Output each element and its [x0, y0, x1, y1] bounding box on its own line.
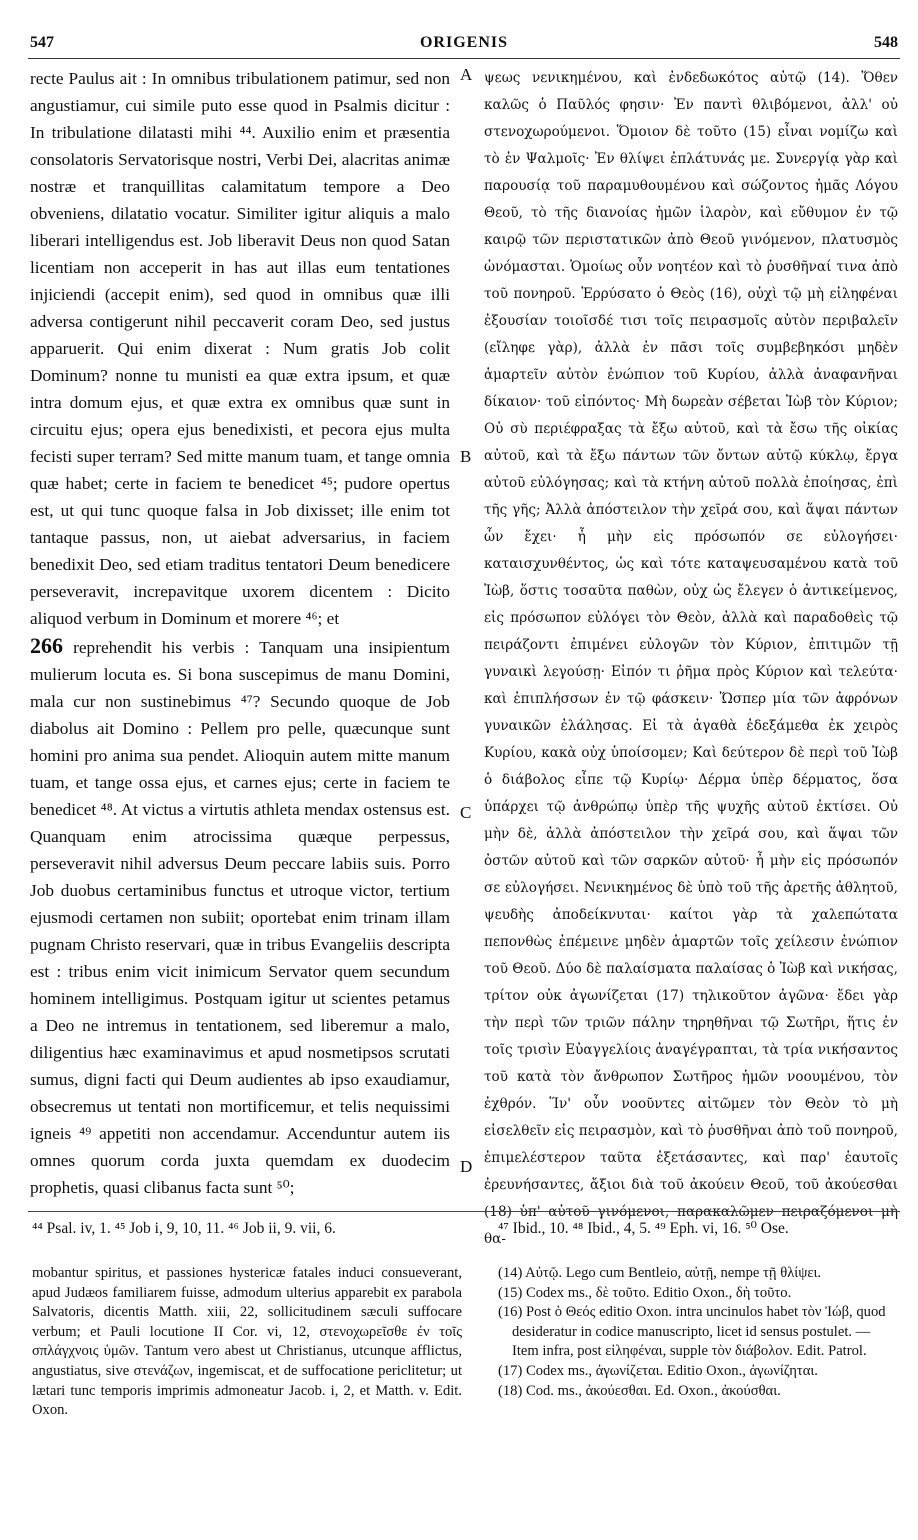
references-left: ⁴⁴ Psal. iv, 1. ⁴⁵ Job i, 9, 10, 11. ⁴⁶ Job ii, 9. vii, 6.	[32, 1220, 336, 1237]
column-number-marker: 266	[30, 633, 63, 658]
latin-paragraph-1: recte Paulus ait : In omnibus tribulationem patimur, sed non angustiamur, cui simile puto esse quod in Psalmis dicitur : In tribulatione dilatasti mihi ⁴⁴. Auxilio enim et præsentia consolatoris Servatorisque nostri, Verbi Dei, alacritas animæ nostræ et tranquillitas calamitatum tempore a Deo obveniens, dilatatio vocatur. Similiter igitur aliquis a malo liberari intelligendus est. Job liberavit Deus non quod Satan licentiam non acceperit in has aut illas eum tentationes injiciendi (accepit enim), sed quod in omnibus quæ illi adversa contigerunt nihil peccaverit coram Deo, sed justus apparuerit. Qui enim dixerat : Num gratis Job colit Dominum? nonne tu munisti ea quæ extra ipsum, et quæ intra domum ejus, et quæ extra ex omnibus quæ sunt in circuitu ejus; opera ejus benedixisti, et pecora ejus multa fecisti super terram? Sed mitte manum tuam, et tange omnia quæ habet; certe in faciem te benedicet ⁴⁵; pudore opertus est, ut qui tunc quoque falsa in Job dixisset; ille enim tot tantaque passus, non, ut aiebat adversarius, in faciem benedixit Deo, sed etiam traditus tentatori Deum benedicere perseveravit, increpavitque uxorem dicentem : Dicito aliquod verbum in Dominum et morere ⁴⁶; et	[30, 69, 450, 628]
greek-text: ψεως νενικημένου, καὶ ἐνδεδωκότος αὐτῷ (14). Ὅθεν καλῶς ὁ Παῦλός φησιν· Ἐν παντὶ θλιβόμενοι, ἀλλ' οὐ στενοχωρούμενοι. Ὅμοιον δὲ τοῦτο (15) εἶναι νομίζω καὶ τὸ ἐν Ψαλμοῖς· Ἐν θλίψει ἐπλάτυνάς με. Συνεργίᾳ γὰρ καὶ παρουσίᾳ τοῦ παραμυθουμένου καὶ σώζοντος ἡμᾶς Λόγου Θεοῦ, τὸ τῆς διανοίας ἡμῶν ἱλαρὸν, καὶ εὔθυμον ἐν τῷ καιρῷ τῶν περιστατικῶν ἀπὸ Θεοῦ γινόμενον, πλατυσμὸς ὠνόμασται. Ὁμοίως οὖν νοητέον καὶ τὸ ῥυσθῆναί τινα ἀπὸ τοῦ πονηροῦ. Ἐρρύσατο ὁ Θεὸς (16), οὐχὶ τῷ μὴ εἰληφέναι ἐξουσίαν τοιοῖσδέ τισι τοῖς πειρασμοῖς αὐτὸν περιβαλεῖν (εἴληφε γὰρ), ἀλλὰ ἐν πᾶσι τοῖς συμβεβηκόσι μηδὲν ἁμαρτεῖν αὐτὸν ἐνώπιον τοῦ Κυρίου, ἀλλὰ ἀναφανῆναι δίκαιον· τοῦ εἰπόντος· Μὴ δωρεὰν σέβεται Ἰὼβ τὸν Κύριον; Οὐ σὺ περιέφραξας τὰ ἔξω αὐτοῦ, καὶ τὰ ἔσω τῆς οἰκίας αὐτοῦ, καὶ τὰ ἔξω πάντων τῶν ὄντων αὐτῷ κύκλῳ, ἔργα αὐτοῦ εὐλόγησας; καὶ τὰ κτήνη αὐτοῦ πολλὰ ἐποίησας, ἐπὶ τῆς γῆς; Ἀλλὰ ἀπόστειλον τὴν χεῖρά σου, καὶ ἅψαι πάντων ὧν ἔχει· ἦ μὴν εἰς πρόσωπόν σε εὐλογήσει· καταισχυνθέντος, ὡς καὶ τότε καταψευσαμένου κατὰ τοῦ Ἰὼβ, ὅστις τοσαῦτα παθὼν, οὐχ ὡς ἔλεγεν ὁ ἀντικείμενος, εἰς πρόσωπον εὐλόγει τὸν Θεὸν, ἀλλὰ καὶ παραδοθεὶς τῷ πειράζοντι ἐπιμένει εὐλογῶν τὸν Κύριον, ἐπιτιμῶν τῇ γυναικὶ λεγούσῃ· Εἰπόν τι ῥῆμα πρὸς Κύριον καὶ τελεύτα· καὶ ἐπιπλήσσων ἐν τῷ φάσκειν· Ὥσπερ μία τῶν ἀφρόνων γυναικῶν ἐλάλησας. Εἰ τὰ ἀγαθὰ ἐδεξάμεθα ἐκ χειρὸς Κυρίου, κακὰ οὐχ ὑποίσομεν; Καὶ δεύτερον δὲ περὶ τοῦ Ἰὼβ ὁ διάβολος εἶπε τῷ Κυρίῳ· Δέρμα ὑπὲρ δέρματος, ὅσα ὑπάρχει τῷ ἀνθρώπῳ ὑπὲρ τῆς ψυχῆς αὐτοῦ ἐκτίσει. Οὐ μὴν δὲ, ἀλλὰ ἀπόστειλον τὴν χεῖρά σου, καὶ ἅψαι τῶν ὀστῶν αὐτοῦ καὶ τῶν σαρκῶν αὐτοῦ· ἦ μὴν εἰς πρόσωπόν σε εὐλογήσει. Νενικημένος δὲ ὑπὸ τοῦ τῆς ἀρετῆς ἀθλητοῦ, ψευδὴς ἀποδείκνυται· καίτοι γὰρ τὰ χαλεπώτατα πεπονθὼς ἐπέμεινε μηδὲν ἁμαρτῶν τοῖς χείλεσιν ἐνώπιον τοῦ Θεοῦ. Δύο δὲ παλαίσματα παλαίσας ὁ Ἰὼβ καὶ νικήσας, τρίτον οὐκ ἀγωνίζεται (17) τηλικοῦτον ἀγῶνα· ἔδει γὰρ τὴν περὶ τῶν τριῶν πάλην τηρηθῆναι τῷ Σωτῆρι, ἥτις ἐν τοῖς τρισὶν Εὐαγγελίοις ἀναγέγραπται, τὰ τρία νικήσαντος τοῦ κατὰ τὸν ἄνθρωπον Σωτῆρος ἡμῶν νοουμένου, τὸν ἐχθρόν. Ἵν' οὖν νοοῦντες αἰτῶμεν τὸν Θεὸν τὸ μὴ εἰσελθεῖν εἰς πειρασμὸν, καὶ τὸ ῥυσθῆναι ἀπὸ τοῦ πονηροῦ, ἐπιμελέστερον ταῦτα ἐξετάσαντες, καὶ παρ' ἑαυτοῖς ἐρευνήσαντες, ἄξιοι διὰ τοῦ ἀκούειν Θεοῦ, τοῦ ἀκούεσθαι (18) ὑπ' αὐτοῦ γινόμενοι, παρακαλῶμεν πειραζόμενοι μὴ θα-	[484, 70, 898, 1247]
note-left-column: mobantur spiritus, et passiones hystericæ fatales induci consueverant, apud Judæos familiarem fuisse, admodum ulterius apparebit ex parabola Salvatoris, dicentis Matth. xiii, 22, sollicitudinem sæculi suffocare verbum; et Pauli locutione II Cor. vi, 12, στενοχωρεῖσθε ἐν τοῖς σπλάγχνοις ὑμῶν. Tantum vero abest ut Christianus, utcunque afflictus, angustiatus, sive στενάζων, ingemiscat, et de suffocatione periclitetur; ut lætari tunc temporis imprimis admoneatur Jacob. i, 2, et Matth. v. Edit. Oxon.	[32, 1265, 462, 1419]
note-16: (16) Post ὁ Θεός editio Oxon. intra uncinulos habet τὸν Ἰώβ, quod desideratur in codice manuscripto, licet id sensus postulet. — Item infra, post εἰληφέναι, supple τὸν διάβολον. Edit. Patrol.	[498, 1304, 886, 1360]
latin-column	[30, 65, 450, 1201]
note-14: (14) Αὐτῷ. Lego cum Bentleio, αὐτῇ, nempe τῇ θλίψει.	[498, 1265, 822, 1281]
note-17: (17) Codex ms., ἀγωνίζεται. Editio Oxon., ἀγωνίζηται.	[498, 1362, 818, 1379]
references-right: ⁴⁷ Ibid., 10. ⁴⁸ Ibid., 4, 5. ⁴⁹ Eph. vi, 16. ⁵⁰ Ose.	[498, 1220, 789, 1237]
page-header	[28, 30, 900, 59]
latin-paragraph-2: reprehendit his verbis : Tanquam una insipientum mulierum locuta es. Si bona suscepimus de manu Domini, mala cur non sustinebimus ⁴⁷? Secundo quoque de Job diabolus ait Domino : Pellem pro pelle, quæcunque sunt homini pro anima sua pendet. Alioquin autem mitte manum tuam, et tange ossa ejus, et carnes ejus; certe in faciem te benedicet ⁴⁸. At victus a virtutis athleta mendax ostensus est. Quanquam enim atrocissima quæque perpessus, perseveravit nihil adversus Deum peccare labiis suis. Porro Job duobus certaminibus functus et utroque victor, tertium ejusmodi certamen non subiit; oportebat enim trinam illam pugnam Christo reservari, quæ in tribus Evangeliis descripta est : tribus enim vicit inimicum Servator quem secundum hominem intelligimus. Postquam igitur ut scientes petamus a Deo ne intremus in tentationem, sed liberemur a malo, diligentius hæc examinavimus et apud nosmetipsos scrutati sumus, digni facti qui Deum audientes ab ipso exaudiamur, obsecremus ut tentati non mortificemur, et telis nequissimi igneis ⁴⁹ appetiti non accendamur. Accenduntur autem iis omnes quorum corda juxta quemdam ex duodecim prophetis, quasi clibanus facta sunt ⁵⁰;	[30, 638, 450, 1197]
note-18: (18) Cod. ms., ἀκούεσθαι. Ed. Oxon., ἀκούσθαι.	[498, 1382, 781, 1399]
note-right-column	[498, 1264, 898, 1401]
margin-marker-a: A	[460, 65, 473, 84]
margin-marker-c: C	[460, 803, 472, 822]
margin-marker-d: D	[460, 1157, 473, 1176]
editorial-notes	[28, 1264, 900, 1484]
note-15: (15) Codex ms., δὲ τοῦτο. Editio Oxon., δὴ τοῦτο.	[498, 1284, 792, 1301]
margin-marker-b: B	[460, 447, 472, 466]
running-title: ORIGENIS	[419, 34, 509, 51]
scripture-references	[28, 1211, 900, 1256]
page-number-left: 547	[30, 34, 54, 51]
greek-column	[484, 65, 898, 1253]
page	[28, 30, 900, 1520]
page-number-right: 548	[874, 34, 898, 51]
